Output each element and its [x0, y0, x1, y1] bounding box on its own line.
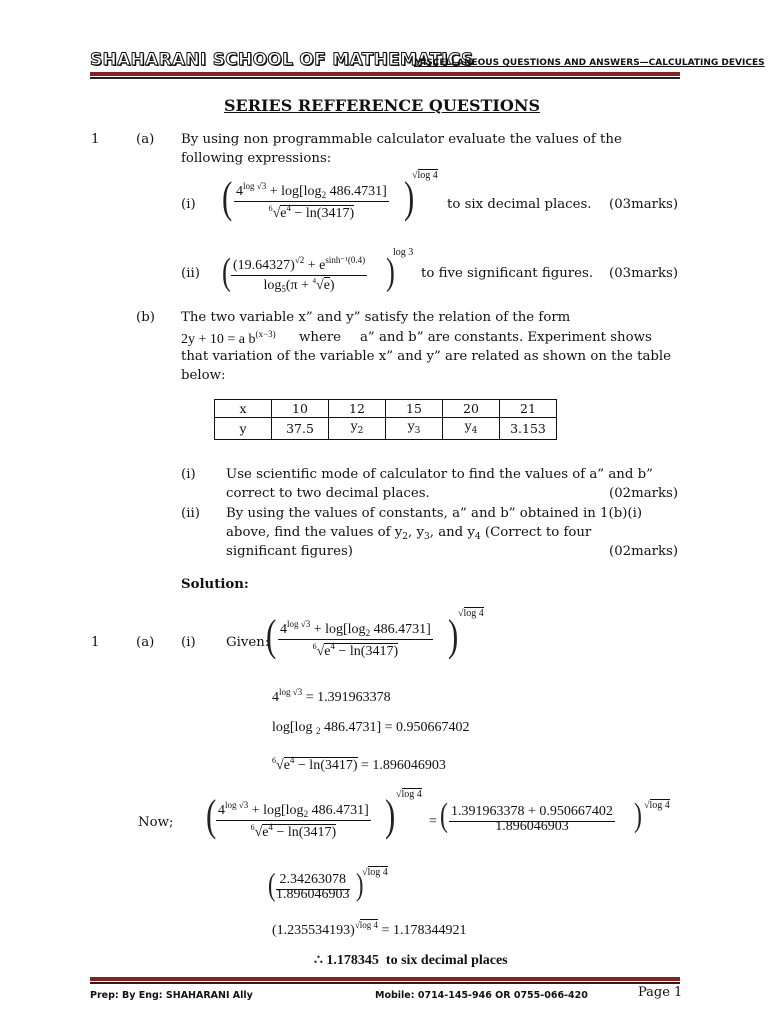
expr-ii-outer-exp: log 3	[393, 247, 414, 258]
left-paren: (	[222, 173, 233, 222]
given-fraction: $4^{log √3} + \log[\log_2$ 486.4731] $^6√e^4 - \ln(3417)$	[280, 619, 431, 659]
step-2: log[log $_2$ 486.4731] = 0.950667402	[272, 720, 470, 736]
solution-sub: (i)	[181, 635, 196, 650]
table-cell: $y_2$	[329, 418, 386, 440]
expr-i-num-log-arg: 486.4731]	[326, 184, 387, 199]
left-paren: (	[206, 791, 217, 840]
now-rhs-outer-exp: √log 4	[644, 800, 670, 811]
right-paren: )	[448, 611, 459, 660]
table-row-x	[215, 400, 557, 418]
header-rule	[90, 72, 680, 76]
expr-ii-den-open: (π +	[285, 278, 313, 293]
expr-ii-den-log: log	[263, 278, 282, 293]
question-number: 1	[91, 132, 100, 147]
solution-given: Given:	[226, 635, 270, 650]
expr-ii-den-root-arg: e	[323, 278, 330, 293]
part-a-intro-line1: By using non programmable calculator evaluate the values of the	[181, 132, 622, 147]
table-cell: 21	[500, 400, 557, 418]
part-b-eq-lhs: 2y + 10 = a b	[181, 332, 256, 347]
expr-i-den-index: 6	[268, 204, 273, 213]
table-cell: 3.153	[500, 418, 557, 440]
expr-i-num-plus: +	[269, 184, 278, 199]
table-cell: y	[215, 418, 272, 440]
expr-ii-fraction: $(19.64327)^{√2} + e^{sinh^{-1}(0.4)}$ $\log_5(\pi + ^4√e)$	[233, 255, 366, 294]
step-4-fraction: 2.34263078 1.896046903	[276, 872, 350, 902]
right-paren: )	[634, 797, 642, 834]
right-paren: )	[404, 173, 415, 222]
table-cell: 37.5	[272, 418, 329, 440]
right-paren: )	[356, 866, 364, 902]
table-cell: x	[215, 400, 272, 418]
expr-ii-label: (ii)	[181, 266, 200, 281]
footer-prep: Prep: By Eng: SHAHARANI Ally	[90, 990, 253, 1001]
expr-i-num-exp: log √3	[243, 181, 267, 191]
part-b-i-label: (i)	[181, 467, 196, 482]
footer-mobile: Mobile: 0714-145-946 OR 0755-066-420	[375, 990, 588, 1001]
part-b-eq-where: where	[299, 330, 342, 345]
expr-i-num-log-sub: 2	[321, 190, 327, 200]
left-paren: (	[268, 866, 276, 902]
now-label: Now;	[138, 815, 174, 830]
document-topic: MISCELLANEOUS QUESTIONS AND ANSWERS—CALCULATING DEVICES	[414, 58, 765, 68]
table-cell: $y_4$	[443, 418, 500, 440]
school-name: SHAHARANI SCHOOL OF MATHEMATICS	[90, 50, 474, 70]
solution-number: 1	[91, 635, 100, 650]
part-b-i-marks: (02marks)	[609, 486, 679, 501]
expr-ii-instruction: to five significant figures.	[421, 266, 594, 281]
right-paren: )	[386, 251, 395, 293]
expr-i-outer-exp: √log 4	[412, 170, 438, 181]
part-a-intro-line2: following expressions:	[181, 151, 332, 166]
page-title: SERIES REFFERENCE QUESTIONS	[224, 96, 541, 115]
table-row-y	[215, 418, 557, 440]
part-b-ii-label: (ii)	[181, 506, 200, 521]
expr-ii-num-base: (19.64327)	[233, 258, 295, 273]
expr-i-den-rest: − ln(3417)	[291, 206, 355, 221]
footer-rule-thin	[90, 982, 680, 984]
table-cell: 15	[386, 400, 443, 418]
part-b-ii-line2: above, find the values of $y_2$, $y_3$, and $y_4$ (Correct to four	[226, 525, 592, 542]
left-paren: (	[222, 251, 231, 293]
page-number: Page 1	[638, 985, 683, 1000]
part-b-line1: The two variable x” and y” satisfy the relation of the form	[181, 310, 571, 325]
table-cell: 12	[329, 400, 386, 418]
expr-i-label: (i)	[181, 197, 196, 212]
expr-i-marks: (03marks)	[609, 197, 679, 212]
part-b-label: (b)	[136, 310, 155, 325]
part-a-label: (a)	[136, 132, 155, 147]
expr-ii-num-plus: + e	[304, 258, 326, 273]
expr-ii-den-sub: 5	[281, 284, 286, 294]
expr-i-den-e: e	[280, 206, 287, 221]
table-cell: 20	[443, 400, 500, 418]
expr-ii-den-root-index: 4	[312, 277, 317, 285]
step-3: $^6√e^4 - \ln(3417) = 1.896046903$	[272, 755, 446, 773]
part-b-line3: that variation of the variable x” and y” are related as shown on the table	[181, 349, 672, 364]
part-b-i-line1: Use scientific mode of calculator to find the values of a” and b”	[226, 467, 653, 482]
expr-ii-num-exp2: sinh⁻¹(0.4)	[325, 255, 366, 265]
expr-i-fraction: $4^{log √3} + \log[\log_2$ 486.4731] $^6√e^4 - \ln(3417)$	[236, 181, 387, 221]
solution-heading: Solution:	[181, 577, 249, 592]
part-b-ii-marks: (02marks)	[609, 544, 679, 559]
table-cell: $y_3$	[386, 418, 443, 440]
now-outer-exp: √log 4	[396, 789, 422, 800]
step-1: $4^{log √3} = 1.391963378$	[272, 687, 391, 705]
final-answer: ∴ 1.178345 to six decimal places	[314, 953, 508, 968]
header-rule-thin	[90, 77, 680, 79]
expr-i-den-e-exp: 4	[286, 203, 292, 213]
solution-part: (a)	[136, 635, 155, 650]
expr-ii-den-close: )	[329, 278, 335, 293]
expr-i-instruction: to six decimal places.	[447, 197, 592, 212]
now-fraction: $4^{log √3} + \log[\log_2$ 486.4731] $^6√e^4 - \ln(3417)$	[218, 800, 369, 840]
part-b-line4: below:	[181, 368, 226, 383]
part-b-i-line2: correct to two decimal places.	[226, 486, 430, 501]
step-4-outer-exp: √log 4	[362, 867, 388, 878]
part-b-eq-tail: a” and b” are constants. Experiment shows	[360, 330, 652, 345]
expr-ii-num-exp: √2	[294, 255, 305, 265]
step-5: $(1.235534193)^{√log 4} = 1.178344921$	[272, 920, 467, 938]
now-equals: =	[429, 814, 437, 829]
footer-rule	[90, 977, 680, 981]
xy-table	[214, 399, 557, 440]
left-paren: (	[440, 797, 448, 834]
part-b-eq-exp: (x−3)	[255, 329, 276, 339]
part-b-ii-line1: By using the values of constants, a” and b” obtained in 1(b)(i)	[226, 506, 643, 521]
part-b-ii-line3: significant figures)	[226, 544, 353, 559]
now-rhs-fraction: 1.391963378 + 0.950667402 1.896046903	[451, 804, 613, 834]
table-cell: 10	[272, 400, 329, 418]
expr-i-num-log: log[log	[281, 184, 322, 199]
part-b-equation	[181, 328, 276, 348]
left-paren: (	[266, 611, 277, 660]
right-paren: )	[385, 791, 396, 840]
expr-i-num-base: 4	[236, 184, 243, 199]
given-outer-exp: √log 4	[458, 608, 484, 619]
expr-ii-marks: (03marks)	[609, 266, 679, 281]
